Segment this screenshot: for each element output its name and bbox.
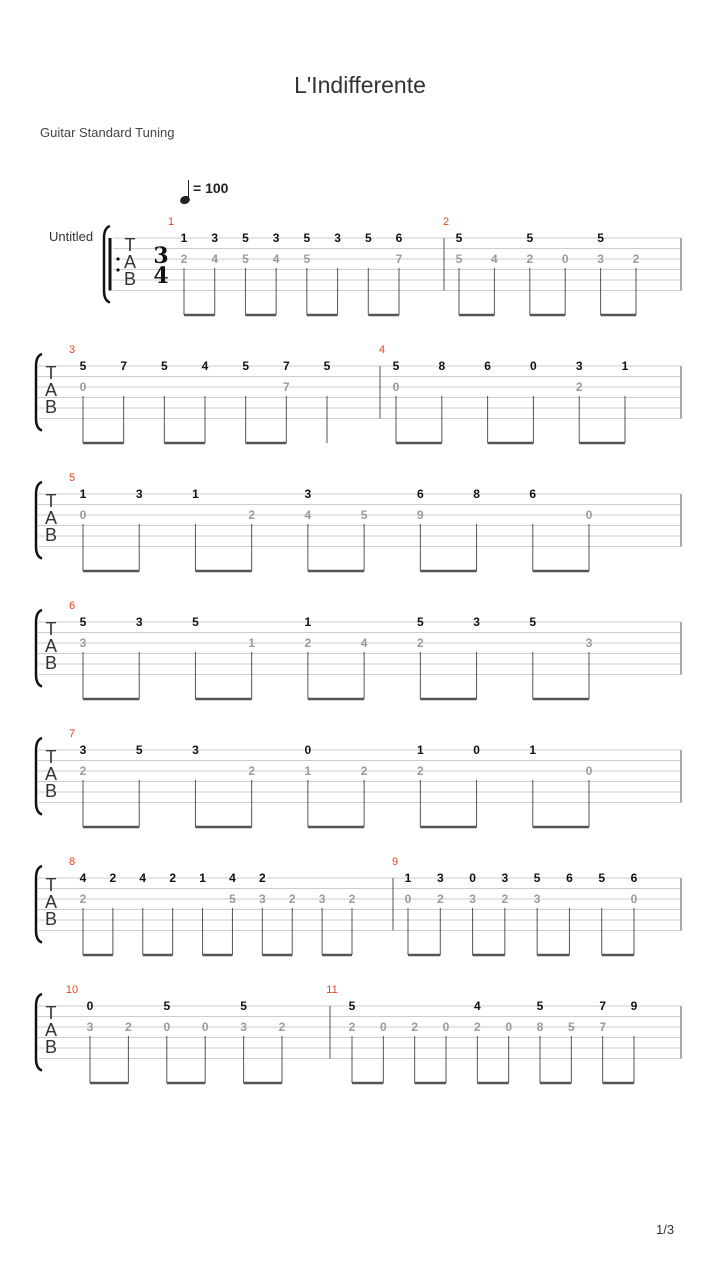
fret-number-low: 5 bbox=[360, 508, 368, 522]
fret-number-high: 5 bbox=[598, 871, 606, 885]
fret-number-low: 2 bbox=[360, 764, 368, 778]
tab-letter: B bbox=[44, 909, 58, 929]
system-bracket bbox=[36, 610, 42, 687]
fret-number-high: 4 bbox=[229, 871, 236, 885]
tab-letter: T bbox=[45, 875, 57, 895]
fret-number-low: 2 bbox=[436, 892, 444, 906]
fret-number-low: 2 bbox=[79, 764, 87, 778]
system-bracket bbox=[36, 866, 42, 943]
fret-number-low: 3 bbox=[240, 1020, 247, 1034]
system-bracket bbox=[36, 994, 42, 1071]
fret-number-high: 2 bbox=[109, 871, 117, 885]
fret-number-high: 0 bbox=[304, 743, 312, 757]
tab-letter: B bbox=[44, 653, 58, 673]
fret-number-low: 3 bbox=[469, 892, 476, 906]
fret-number-high: 2 bbox=[258, 871, 266, 885]
tab-letter: T bbox=[45, 619, 57, 639]
system-bracket bbox=[36, 482, 42, 559]
fret-number-high: 6 bbox=[484, 359, 491, 373]
tab-letter: A bbox=[44, 1020, 58, 1040]
fret-number-low: 0 bbox=[585, 764, 593, 778]
song-title: L'Indifferente bbox=[294, 72, 426, 98]
fret-number-low: 2 bbox=[288, 892, 296, 906]
tab-letter: B bbox=[44, 397, 58, 417]
fret-number-low: 5 bbox=[242, 252, 249, 266]
fret-number-high: 5 bbox=[348, 999, 356, 1013]
fret-number-low: 1 bbox=[304, 764, 312, 778]
fret-number-high: 7 bbox=[120, 359, 128, 373]
fret-number-high: 3 bbox=[192, 743, 199, 757]
tuning-label: Guitar Standard Tuning bbox=[40, 125, 175, 140]
system-bracket bbox=[36, 354, 42, 431]
tab-letter: T bbox=[45, 363, 57, 383]
fret-number-low: 0 bbox=[404, 892, 412, 906]
fret-number-low: 4 bbox=[211, 252, 219, 266]
fret-number-low: 5 bbox=[303, 252, 311, 266]
fret-number-high: 5 bbox=[303, 231, 311, 245]
fret-number-low: 0 bbox=[392, 380, 400, 394]
fret-number-high: 1 bbox=[180, 231, 188, 245]
fret-number-high: 6 bbox=[630, 871, 638, 885]
fret-number-low: 8 bbox=[536, 1020, 544, 1034]
fret-number-high: 3 bbox=[211, 231, 219, 245]
fret-number-low: 7 bbox=[282, 380, 290, 394]
fret-number-low: 9 bbox=[416, 508, 424, 522]
fret-number-high: 8 bbox=[438, 359, 446, 373]
fret-number-high: 1 bbox=[621, 359, 629, 373]
tab-letter: A bbox=[44, 636, 58, 656]
fret-number-high: 1 bbox=[529, 743, 537, 757]
fret-number-high: 0 bbox=[530, 359, 537, 373]
tab-letter: A bbox=[123, 252, 137, 272]
fret-number-low: 2 bbox=[304, 636, 312, 650]
fret-number-low: 7 bbox=[599, 1020, 607, 1034]
fret-number-low: 2 bbox=[411, 1020, 419, 1034]
fret-number-low: 2 bbox=[125, 1020, 132, 1034]
fret-number-high: 5 bbox=[163, 999, 171, 1013]
measure-number: 5 bbox=[68, 472, 76, 484]
fret-number-low: 0 bbox=[163, 1020, 171, 1034]
tab-letter: A bbox=[44, 892, 58, 912]
measure-number: 3 bbox=[68, 344, 76, 356]
fret-number-high: 6 bbox=[395, 231, 403, 245]
track-name: Untitled bbox=[49, 229, 94, 244]
fret-number-low: 0 bbox=[379, 1020, 387, 1034]
fret-number-low: 2 bbox=[248, 508, 256, 522]
fret-number-high: 8 bbox=[473, 487, 480, 501]
fret-number-low: 3 bbox=[585, 636, 593, 650]
fret-number-low: 4 bbox=[304, 508, 312, 522]
fret-number-high: 5 bbox=[323, 359, 331, 373]
fret-number-high: 0 bbox=[469, 871, 476, 885]
fret-number-low: 2 bbox=[248, 764, 256, 778]
fret-number-high: 5 bbox=[533, 871, 541, 885]
fret-number-low: 7 bbox=[395, 252, 403, 266]
tab-letter: B bbox=[44, 781, 58, 801]
fret-number-low: 2 bbox=[473, 1020, 481, 1034]
measure-number: 4 bbox=[378, 344, 386, 356]
fret-number-high: 9 bbox=[630, 999, 638, 1013]
tab-letter: T bbox=[45, 1003, 57, 1023]
repeat-dot bbox=[116, 257, 119, 260]
fret-number-high: 5 bbox=[135, 743, 143, 757]
system-bracket bbox=[36, 738, 42, 815]
fret-number-high: 3 bbox=[473, 615, 480, 629]
fret-number-low: 5 bbox=[229, 892, 236, 906]
fret-number-low: 3 bbox=[258, 892, 266, 906]
fret-number-low: 2 bbox=[348, 892, 356, 906]
fret-number-high: 0 bbox=[86, 999, 94, 1013]
fret-number-low: 1 bbox=[248, 636, 256, 650]
fret-number-high: 7 bbox=[282, 359, 290, 373]
fret-number-high: 1 bbox=[416, 743, 424, 757]
fret-number-high: 1 bbox=[192, 487, 199, 501]
fret-number-high: 4 bbox=[473, 999, 481, 1013]
fret-number-low: 4 bbox=[272, 252, 280, 266]
fret-number-high: 4 bbox=[139, 871, 147, 885]
fret-number-low: 3 bbox=[533, 892, 541, 906]
fret-number-high: 5 bbox=[160, 359, 168, 373]
fret-number-low: 0 bbox=[79, 380, 87, 394]
fret-number-high: 5 bbox=[392, 359, 400, 373]
fret-number-low: 4 bbox=[491, 252, 498, 266]
fret-number-low: 0 bbox=[79, 508, 87, 522]
fret-number-low: 0 bbox=[201, 1020, 209, 1034]
fret-number-high: 2 bbox=[169, 871, 177, 885]
fret-number-high: 1 bbox=[199, 871, 206, 885]
fret-number-high: 3 bbox=[79, 743, 87, 757]
measure-number: 8 bbox=[68, 856, 76, 868]
fret-number-high: 5 bbox=[242, 231, 249, 245]
fret-number-low: 2 bbox=[348, 1020, 356, 1034]
fret-number-high: 5 bbox=[526, 231, 534, 245]
tab-letter: B bbox=[44, 1037, 58, 1057]
fret-number-high: 4 bbox=[79, 871, 87, 885]
fret-number-high: 3 bbox=[436, 871, 444, 885]
fret-number-low: 3 bbox=[79, 636, 87, 650]
fret-number-low: 0 bbox=[505, 1020, 513, 1034]
tab-letter: A bbox=[44, 764, 58, 784]
fret-number-low: 2 bbox=[180, 252, 188, 266]
fret-number-low: 0 bbox=[585, 508, 593, 522]
time-signature-top: 3 bbox=[153, 243, 169, 269]
fret-number-low: 0 bbox=[630, 892, 638, 906]
fret-number-low: 2 bbox=[79, 892, 87, 906]
tempo-value: = 100 bbox=[193, 180, 229, 196]
fret-number-high: 3 bbox=[334, 231, 341, 245]
fret-number-high: 3 bbox=[272, 231, 280, 245]
fret-number-low: 2 bbox=[526, 252, 534, 266]
tab-letter: T bbox=[124, 235, 136, 255]
measure-number: 9 bbox=[391, 856, 399, 868]
fret-number-high: 5 bbox=[240, 999, 247, 1013]
fret-number-low: 3 bbox=[318, 892, 326, 906]
fret-number-high: 0 bbox=[473, 743, 480, 757]
fret-number-high: 3 bbox=[135, 487, 143, 501]
repeat-dot bbox=[116, 268, 119, 271]
fret-number-high: 6 bbox=[416, 487, 424, 501]
fret-number-high: 5 bbox=[79, 615, 87, 629]
fret-number-high: 3 bbox=[135, 615, 143, 629]
fret-number-high: 3 bbox=[575, 359, 583, 373]
fret-number-low: 2 bbox=[416, 636, 424, 650]
fret-number-high: 6 bbox=[529, 487, 537, 501]
fret-number-high: 1 bbox=[79, 487, 87, 501]
fret-number-high: 5 bbox=[364, 231, 372, 245]
fret-number-high: 5 bbox=[416, 615, 424, 629]
tab-letter: A bbox=[44, 380, 58, 400]
fret-number-high: 5 bbox=[597, 231, 604, 245]
fret-number-high: 7 bbox=[599, 999, 607, 1013]
fret-number-low: 2 bbox=[278, 1020, 286, 1034]
measure-number: 11 bbox=[326, 984, 338, 996]
fret-number-high: 5 bbox=[455, 231, 463, 245]
fret-number-low: 0 bbox=[442, 1020, 450, 1034]
measure-number: 7 bbox=[68, 728, 76, 740]
fret-number-low: 3 bbox=[597, 252, 604, 266]
fret-number-high: 3 bbox=[304, 487, 312, 501]
page-number: 1/3 bbox=[656, 1222, 675, 1237]
tab-letter: A bbox=[44, 508, 58, 528]
measure-number: 1 bbox=[167, 216, 175, 228]
fret-number-high: 5 bbox=[529, 615, 537, 629]
fret-number-low: 2 bbox=[416, 764, 424, 778]
fret-number-low: 2 bbox=[501, 892, 509, 906]
fret-number-high: 6 bbox=[566, 871, 573, 885]
measure-number: 10 bbox=[65, 984, 79, 996]
fret-number-low: 2 bbox=[632, 252, 640, 266]
fret-number-low: 2 bbox=[575, 380, 583, 394]
tab-letter: B bbox=[123, 269, 137, 289]
fret-number-high: 5 bbox=[79, 359, 87, 373]
tab-letter: T bbox=[45, 491, 57, 511]
fret-number-high: 1 bbox=[304, 615, 312, 629]
fret-number-high: 5 bbox=[536, 999, 544, 1013]
fret-number-high: 5 bbox=[242, 359, 250, 373]
fret-number-low: 4 bbox=[360, 636, 368, 650]
tab-letter: B bbox=[44, 525, 58, 545]
fret-number-high: 1 bbox=[404, 871, 412, 885]
measure-number: 6 bbox=[68, 600, 76, 612]
time-signature-bottom: 4 bbox=[153, 263, 169, 289]
fret-number-low: 5 bbox=[455, 252, 463, 266]
fret-number-low: 3 bbox=[86, 1020, 94, 1034]
fret-number-low: 0 bbox=[561, 252, 569, 266]
fret-number-high: 3 bbox=[501, 871, 509, 885]
fret-number-high: 4 bbox=[201, 359, 209, 373]
measure-number: 2 bbox=[442, 216, 450, 228]
fret-number-high: 5 bbox=[192, 615, 199, 629]
fret-number-low: 5 bbox=[567, 1020, 575, 1034]
tab-letter: T bbox=[45, 747, 57, 767]
